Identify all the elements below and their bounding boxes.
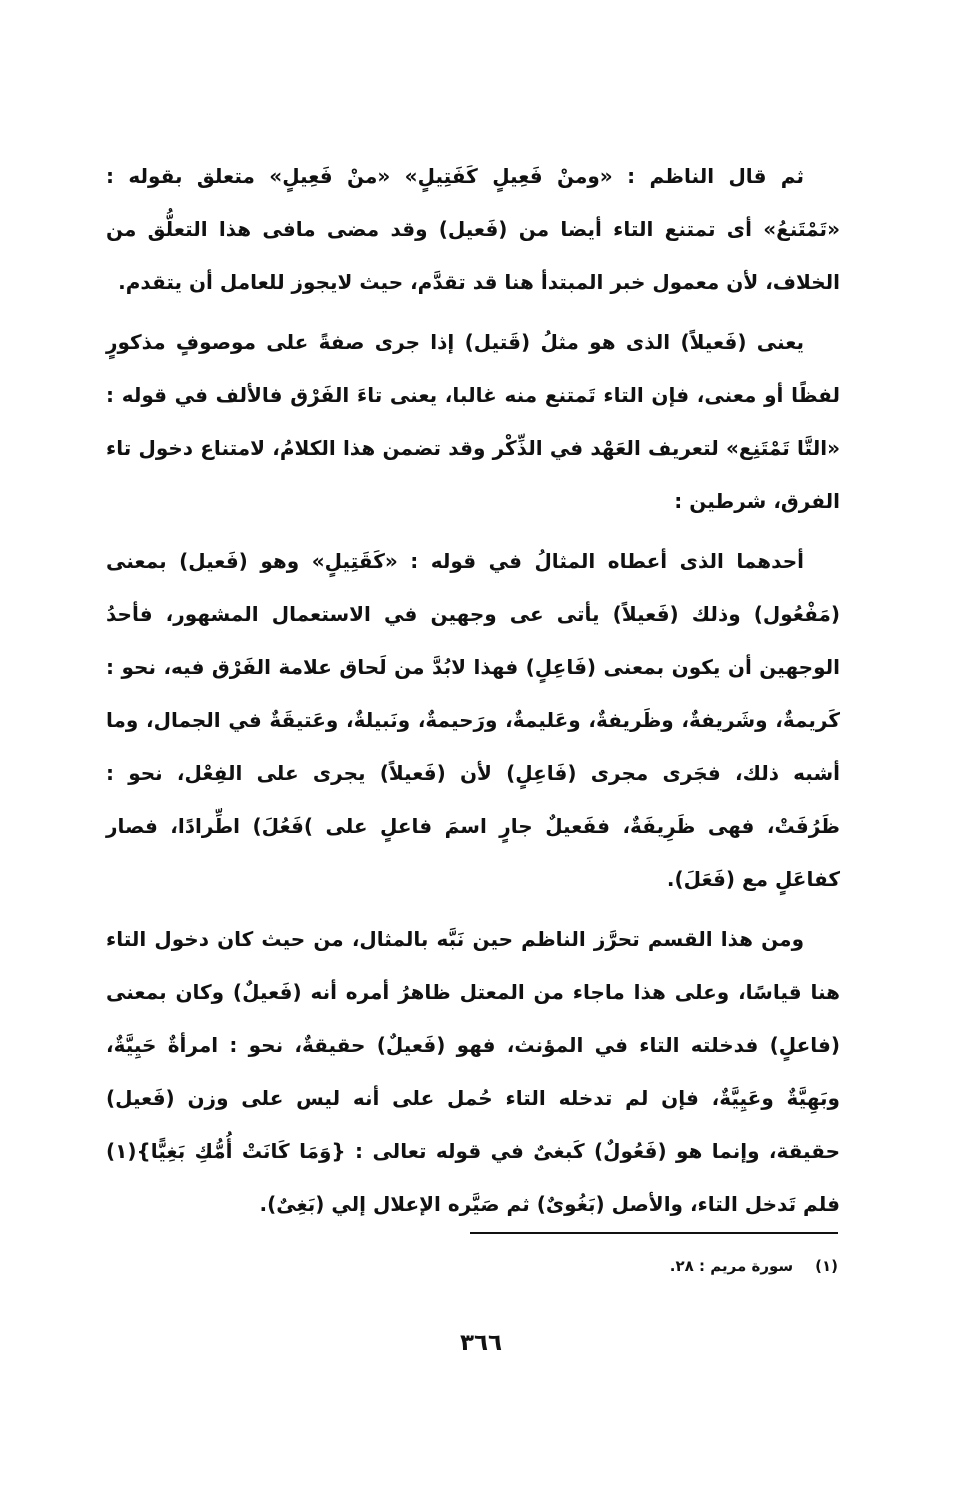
main-text [106,150,840,1231]
paragraph-1: ثم قال الناظم : «ومنْ فَعِيلٍ كَفَتِيلٍ» «منْ فَعِيلٍ» متعلق بقوله : «تَمْتَنعُ» أى تمتنع التاء أيضا من (فَعيل) وقد مضى مافى هذا التعلُّق من الخلاف، لأن معمول خبر المبتدأ هنا قد تقدَّم، حيث لايجوز للعامل أن يتقدم. [106,164,840,294]
footnote-divider [470,1232,838,1234]
footnote-text: سورة مريم : ٢٨. [669,1257,794,1275]
page-number: ٣٦٦ [459,1330,503,1356]
paragraph-3: أحدهما الذى أعطاه المثالُ في قوله : «كَقَتِيلٍ» وهو (فَعيل) بمعنى (مَفْعُول) وذلك (فَعيلاً) يأتى عى وجهين في الاستعمال المشهور، فأحدُ الوجهين أن يكون بمعنى (فَاعِلٍ) فهذا لابُدَّ من لَحاق علامة الفَرْق فيه، نحو : كَريمةٌ، وشَريفةٌ، وظَريفةٌ، وعَليمةٌ، ورَحيمةٌ، ونَبيلةٌ، وعَتيقَةٌ في الجمال، وما أشبه ذلك، فجَرى مجرى (فَاعِلٍ) لأن (فَعيلاً) يجرى على الفِعْل، نحو : ظَرُفَتْ، فهى ظَرِيفَةٌ، ففَعيلٌ جارٍ اسمَ فاعلٍ على )فَعُلَ) اطِّرادًا، فصار كفاعَلٍ مع (فَعَلَ). [106,549,840,891]
paragraph-4: ومن هذا القسم تحرَّز الناظم حين نَبَّه بالمثال، من حيث كان دخول التاء هنا قياسًا، وعلى هذا ماجاء من المعتل ظاهرُ أمره أنه (فَعيلٌ) وكان بمعنى (فاعلٍ) فدخلته التاء في المؤنث، فهو (فَعيلٌ) حقيقةٌ، نحو : امرأةٌ حَيِيَّةٌ، وبَهِيَّةٌ وعَيِيَّةٌ، فإن لم تدخله التاء حُمل على أنه ليس على وزن (فَعيل) حقيقة، وإنما هو (فَعُولٌ) كَبغىٌ في قوله تعالى : {وَمَا كَانَتْ أُمُّكِ بَغِيًّا}(١) فلم تَدخل التاء، والأصل (بَغُوىٌ) ثم صَيَّره الإعلال إلي (بَغِىٌ). [106,927,840,1216]
footnote-number: (١) [815,1257,838,1275]
footnote [670,1254,838,1278]
paragraph-2: يعنى (فَعيلاً) الذى هو مثلُ (قَتيل) إذا جرى صفةً على موصوفٍ مذكورٍ لفظًا أو معنى، فإن التاء تَمتنع منه غالبا، يعنى تاءَ الفَرْق فالألف في قوله : «التَّا تَمْتَنِع» لتعريف العَهْد في الذِّكْر وقد تضمن هذا الكلامُ، لامتناع دخول تاء الفرق، شرطين : [106,330,840,513]
